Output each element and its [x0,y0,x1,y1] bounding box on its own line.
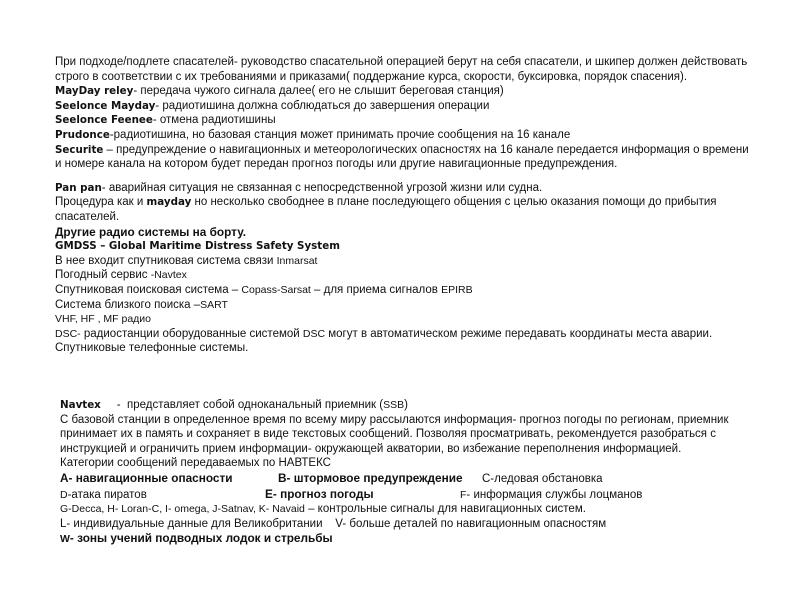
signal-desc: - радиотишина должна соблюдаться до завершения операции [155,99,490,112]
category-row-lv [60,517,770,532]
line-term: -Navtex [150,269,187,282]
navtex-block [60,398,770,547]
line-term: DSC- [55,327,81,340]
signal-term: Pan pan [55,181,102,194]
line-term: Copass-Sarsat [241,283,311,296]
category-text: -атака пиратов [67,488,147,501]
category-l: L- индивидуальные данные для Великобритании [60,517,323,530]
procedure-paragraph [55,195,755,224]
category-w: - зоны учений подводных лодок и стрельбы [69,531,333,546]
signal-desc: - передача чужого сигнала далее( его не слышит береговая станция) [133,85,504,98]
category-row-abc [60,471,770,487]
category-e: Е- прогноз погоды [265,486,374,501]
line-term: DSC [302,327,326,340]
line-term: EPIRB [441,283,473,296]
signal-desc: – предупреждение о навигационных и метеорологических опасностях на 16 канале передается информация о времени и номере канала на котором будет передан прогноз погоды или другие навигационные предупреждения. [55,143,749,171]
signal-prudonce [55,128,755,143]
procedure-text: но несколько свободнее в плане последующего общения с целью оказания помощи до прибытия спасателей. [55,196,717,223]
line-text: могут в автоматическом режиме передавать координаты места аварии. [325,327,713,340]
signal-mayday-relay [55,84,755,99]
category-g-text: – контрольные сигналы для навигационных систем. [304,503,586,516]
navtex-body: С базовой станции в определенное время по всему миру рассылаются информация- прогноз погоды по регионам, приемник принимает их в память и сохраняет в виде текстовых сообщений. Позволяя просматривать, рекомендуется разобраться с инструкцией и ограничить прием информации- окружающей акватории, во избежание переполнения информацией. [60,413,729,455]
signal-term: MayDay reley [55,85,134,98]
navtex-line [55,268,755,283]
vhf-line: VHF, HF , MF радио [55,313,152,326]
line-text: В нее входит спутниковая система связи [55,254,277,267]
line-text: Система близкого поиска – [55,298,201,311]
spacer [55,172,755,181]
gmdss-line: GMDSS – Global Maritime Distress Safety System [55,240,340,253]
line-text: Спутниковая поисковая система – [55,283,242,296]
category-letter: W [60,533,70,546]
signal-pan-pan [55,181,755,196]
category-row-def [60,487,770,503]
navtex-desc-term: SSB [383,399,405,411]
category-v: V- больше деталей по навигационным опасностям [322,517,607,530]
line-text: Погодный сервис [55,269,151,282]
signal-securite [55,143,755,172]
signal-seelonce-feenee [55,113,755,128]
navtex-title-line [60,398,770,413]
category-a: А- навигационные опасности [60,470,233,485]
radio-systems-heading: Другие радио системы на борту. [55,224,247,239]
intro-paragraph: При подходе/подлете спасателей- руководство спасательной операцией берут на себя спасатели, и шкипер должен действовать строго в соответствии с их требованиями и приказами( поддержание курса, скорости, буксировка, порядок спасения). [55,56,748,83]
line-text: радиостанции оборудованные системой [80,327,303,340]
satphone-line: Спутниковые телефонные системы. [55,342,249,355]
main-text-block [55,55,755,356]
signal-term: Prudonce [55,128,110,141]
signal-desc: -радиотишина, но базовая станция может принимать прочие сообщения на 16 канале [109,128,571,141]
category-c: С-ледовая обстановка [482,472,603,485]
line-term: SART [200,298,228,311]
navtex-desc: - представляет собой одноканальный приемник ( [100,399,384,411]
dsc-line [55,327,755,342]
signal-term: Securite [55,143,104,156]
line-term: Inmarsat [276,254,318,267]
category-text: - информация службы лоцманов [466,488,643,501]
procedure-text: Процедура как и [55,196,147,209]
signal-term: Seelonce Feenee [55,114,153,127]
signal-seelonce-mayday [55,99,755,114]
navtex-term: Navtex [60,399,101,411]
category-b: В- штормовое предупреждение [278,470,463,485]
sart-line [55,298,755,313]
navtex-desc: ) [404,399,408,411]
signal-desc: - отмена радиотишины [152,114,276,127]
category-letter: F [460,488,467,501]
inmarsat-line [55,254,755,269]
signal-desc: - аварийная ситуация не связанная с непосредственной угрозой жизни или судна. [101,181,543,194]
category-f [460,488,642,503]
sarsat-line [55,283,755,298]
category-d [60,488,265,503]
category-g-terms: G-Decca, H- Loran-C, I- omega, J-Satnav, K- Navaid [60,503,305,516]
procedure-term: mayday [146,196,192,209]
category-row-g [60,502,770,517]
category-row-w [60,531,770,547]
signal-term: Seelonce Mayday [55,99,156,112]
line-text: – для приема сигналов [310,283,442,296]
navtex-categories-title: Категории сообщений передаваемых по НАВТЕКС [60,457,331,470]
category-letter: D [60,488,68,501]
